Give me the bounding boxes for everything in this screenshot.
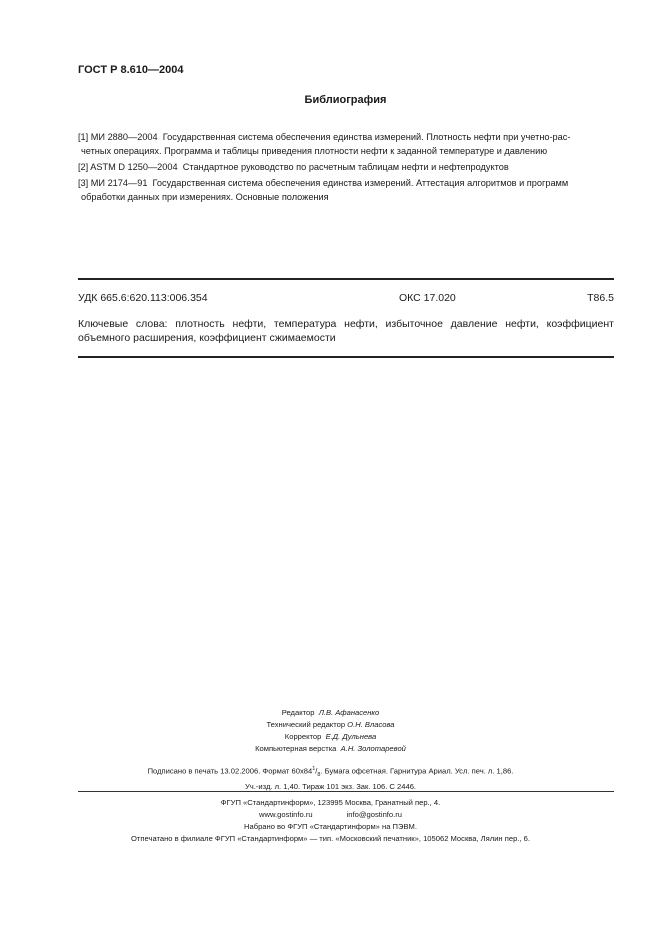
print-info — [0, 763, 661, 793]
class-code: Т86.5 — [587, 292, 614, 304]
oks-code: ОКС 17.020 — [398, 292, 456, 304]
fraction-numerator: 1 — [312, 766, 316, 772]
bottom-rule — [78, 356, 614, 358]
editor-line — [0, 743, 661, 755]
publisher-block — [0, 797, 661, 845]
bibliography-list — [78, 130, 618, 204]
editor-role: Корректор — [284, 732, 322, 741]
print-info-line: Подписано в печать 13.02.2006. Формат $60х84^1/_8$. Бумага офсетная. Гарнитура Ариал. Усл. печ. л. 1,86. — [147, 766, 514, 779]
bibliography-item — [78, 130, 618, 158]
editors-block — [0, 707, 661, 755]
editor-name: Е.Д. Дульнева — [325, 732, 377, 741]
editor-line — [0, 719, 661, 731]
editor-role: Редактор — [281, 708, 315, 717]
bibliography-text-cont: обработки данных при измерениях. Основные положения — [81, 192, 329, 202]
bibliography-item — [78, 160, 618, 174]
top-rule — [78, 278, 614, 280]
bibliography-text-cont: четных операциях. Программа и таблицы приведения плотности нефти к заданной температуре и давлению — [81, 146, 548, 156]
editor-role: Компьютерная верстка — [255, 744, 337, 753]
udk-code: УДК 665.6:620.113:006.354 — [78, 292, 208, 304]
publisher-site: www.gostinfo.ru — [258, 810, 313, 819]
bibliography-text: Стандартное руководство по расчетным таблицам нефти и нефтепродуктов — [182, 162, 509, 172]
bibliography-ref: [2] ASTM D 1250—2004 — [78, 162, 178, 172]
print-format: Подписано в печать 13.02.2006. Формат 60х84 — [147, 766, 313, 776]
publisher-email: info@gostinfo.ru — [346, 810, 403, 819]
editor-name: О.Н. Власова — [347, 720, 395, 729]
imprint-rule — [78, 791, 614, 792]
bibliography-ref: [3] МИ 2174—91 — [78, 178, 148, 188]
publisher-typeset: Набрано во ФГУП «Стандартинформ» на ПЭВМ. — [244, 822, 417, 831]
editor-line — [0, 707, 661, 719]
keywords: Ключевые слова: плотность нефти, температура нефти, избыточное давление нефти, коэффициент объемного расширения, коэффициент сжимаемости — [78, 318, 614, 344]
bibliography-title: Библиография — [304, 94, 387, 106]
publisher-contacts — [0, 809, 661, 821]
bibliography-text: Государственная система обеспечения единства измерений. Аттестация алгоритмов и программ — [152, 178, 569, 188]
bibliography-ref: [1] МИ 2880—2004 — [78, 132, 158, 142]
print-info-line: Уч.-изд. л. 1,40. Тираж 101 экз. Зак. 106. С 2446. — [244, 782, 417, 792]
publisher-printed: Отпечатано в филиале ФГУП «Стандартинформ» — тип. «Московский печатник», 105062 Москва, Лялин пер., 6. — [131, 834, 530, 843]
bibliography-item — [78, 176, 618, 204]
publisher-address: ФГУП «Стандартинформ», 123995 Москва, Гранатный пер., 4. — [220, 798, 441, 807]
standard-number: ГОСТ Р 8.610—2004 — [78, 64, 184, 76]
classification-row — [78, 292, 614, 304]
fraction-denominator: 8 — [317, 772, 321, 779]
bibliography-text: Государственная система обеспечения единства измерений. Плотность нефти при учетно-рас- — [162, 132, 571, 142]
editor-name: А.Н. Золотаревой — [340, 744, 406, 753]
print-details: . Бумага офсетная. Гарнитура Ариал. Усл. печ. л. 1,86. — [320, 766, 514, 776]
editor-line — [0, 731, 661, 743]
editor-name: Л.В. Афанасенко — [318, 708, 380, 717]
editor-role: Технический редактор — [266, 720, 346, 729]
